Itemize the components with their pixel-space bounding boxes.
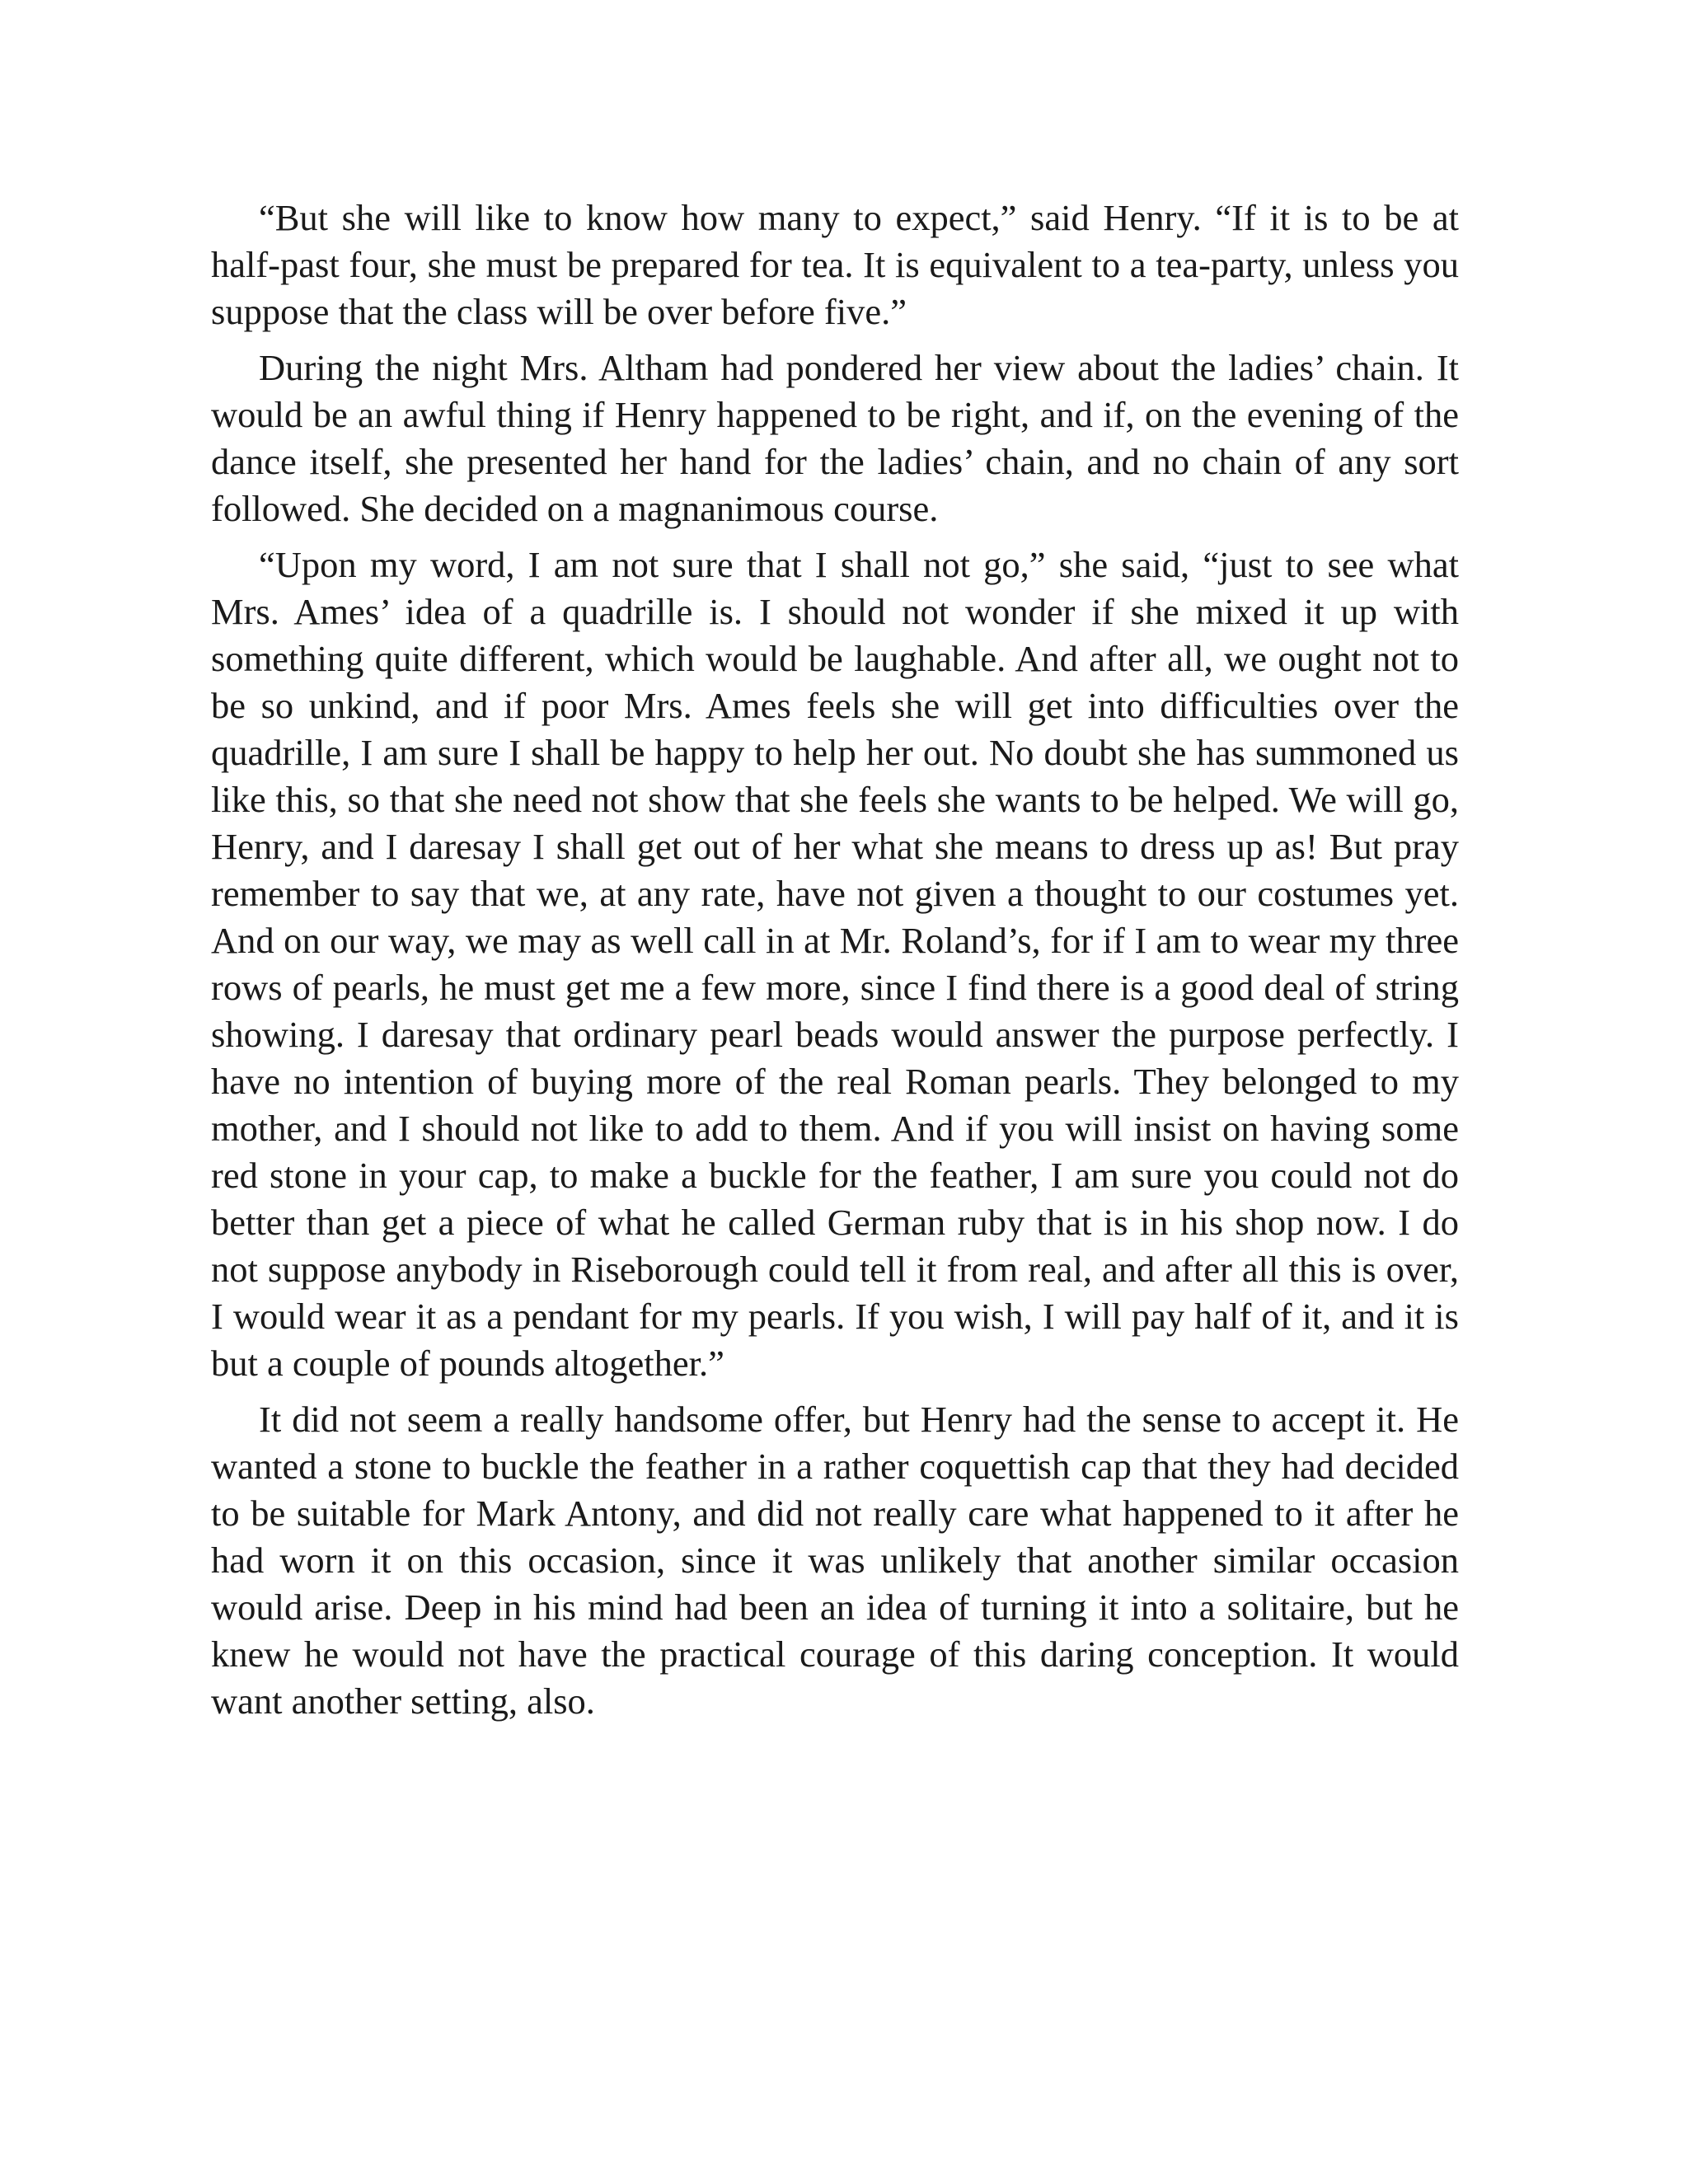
paragraph: “But she will like to know how many to expect,” said Henry. “If it is to be at half-past four, she must be prepared for tea. It is equivalent to a tea-party, unless you suppose that the class will be over before five.” [211,197,1459,332]
paragraph: During the night Mrs. Altham had pondered her view about the ladies’ chain. It would be an awful thing if Henry happened to be right, and if, on the evening of the dance itself, she presented her hand for the ladies’ chain, and no chain of any sort followed. She decided on a magnanimous course. [211,347,1459,529]
paragraph: It did not seem a really handsome offer, but Henry had the sense to accept it. He wanted a stone to buckle the feather in a rather coquettish cap that they had decided to be suitable for Mark Antony, and did not really care what happened to it after he had worn it on this occasion, since it was unlikely that another similar occasion would arise. Deep in his mind had been an idea of turning it into a solitaire, but he knew he would not have the practical courage of this daring conception. It would want another setting, also. [211,1399,1459,1722]
paragraph: “Upon my word, I am not sure that I shall not go,” she said, “just to see what Mrs. Ames’ idea of a quadrille is. I should not wonder if she mixed it up with something quite different, which would be laughable. And after all, we ought not to be so unkind, and if poor Mrs. Ames feels she will get into difficulties over the quadrille, I am sure I shall be happy to help her out. No doubt she has summoned us like this, so that she need not show that she feels she wants to be helped. We will go, Henry, and I daresay I shall get out of her what she means to dress up as! But pray remember to say that we, at any rate, have not given a thought to our costumes yet. And on our way, we may as well call in at Mr. Roland’s, for if I am to wear my three rows of pearls, he must get me a few more, since I find there is a good deal of string showing. I daresay that ordinary pearl beads would answer the purpose perfectly. I have no intention of buying more of the real Roman pearls. They belonged to my mother, and I should not like to add to them. And if you will insist on having some red stone in your cap, to make a buckle for the feather, I am sure you could not do better than get a piece of what he called German ruby that is in his shop now. I do not suppose anybody in Riseborough could tell it from real, and after all this is over, I would wear it as a pendant for my pearls. If you wish, I will pay half of it, and it is but a couple of pounds altogether.” [211,544,1459,1384]
document-page [211,194,1459,1734]
